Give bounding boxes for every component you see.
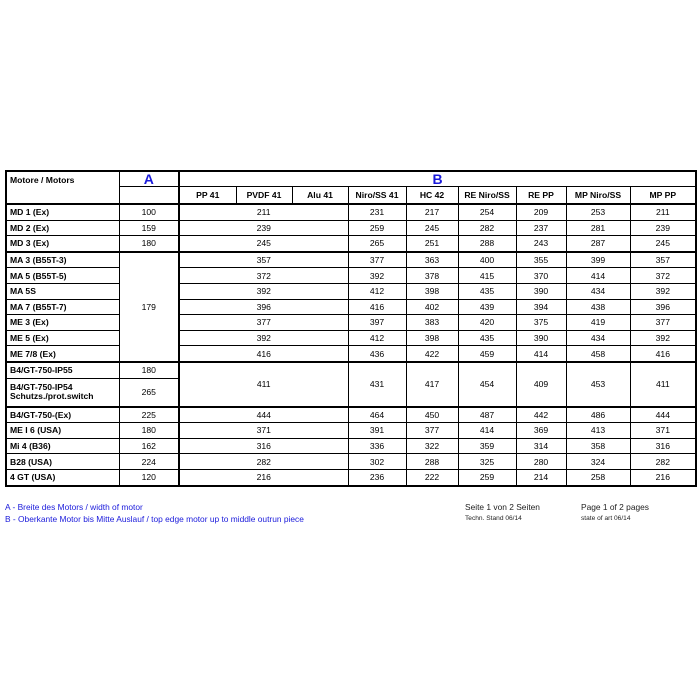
cell-re-pp: 314 xyxy=(516,438,566,454)
header-col-pvdf-41: PVDF 41 xyxy=(236,187,292,205)
cell-mp-niro-ss: 324 xyxy=(566,454,630,470)
table-row xyxy=(6,299,696,315)
cell-hc-42: 288 xyxy=(406,454,458,470)
cell-hc-42: 222 xyxy=(406,469,458,485)
cell-re-niro-ss: 400 xyxy=(458,252,516,268)
cell-re-pp: 390 xyxy=(516,283,566,299)
cell-mp-pp: 239 xyxy=(630,220,696,236)
cell-hc-42: 377 xyxy=(406,423,458,439)
cell-a: 120 xyxy=(119,469,179,485)
cell-re-niro-ss: 435 xyxy=(458,283,516,299)
cell-pp-pvdf-alu: 377 xyxy=(179,315,348,331)
cell-mp-niro-ss: 434 xyxy=(566,330,630,346)
cell-re-pp: 209 xyxy=(516,204,566,220)
cell-pp-pvdf-alu: 371 xyxy=(179,423,348,439)
cell-a: 162 xyxy=(119,438,179,454)
cell-re-niro-ss: 282 xyxy=(458,220,516,236)
table-row xyxy=(6,330,696,346)
cell-a: 224 xyxy=(119,454,179,470)
cell-mp-niro-ss: 399 xyxy=(566,252,630,268)
page-number-en: Page 1 of 2 pages xyxy=(581,502,649,512)
table-row xyxy=(6,423,696,439)
cell-mp-pp: 392 xyxy=(630,330,696,346)
row-label: B4/GT-750-IP55 xyxy=(6,362,119,378)
cell-niro-ss-41: 302 xyxy=(348,454,406,470)
row-label: Mi 4 (B36) xyxy=(6,438,119,454)
cell-mp-niro-ss: 486 xyxy=(566,407,630,423)
table-row xyxy=(6,346,696,362)
header-col-mp-pp: MP PP xyxy=(630,187,696,205)
row-label: MD 3 (Ex) xyxy=(6,236,119,252)
table-row xyxy=(6,407,696,423)
cell-niro-ss-41: 236 xyxy=(348,469,406,485)
cell-re-niro-ss: 459 xyxy=(458,346,516,362)
cell-re-niro-ss: 415 xyxy=(458,268,516,284)
table-row xyxy=(6,204,696,220)
cell-mp-pp: 392 xyxy=(630,283,696,299)
row-label: 4 GT (USA) xyxy=(6,469,119,485)
cell-re-pp: 214 xyxy=(516,469,566,485)
cell-pp-pvdf-alu: 245 xyxy=(179,236,348,252)
legend-b-key: B xyxy=(5,514,11,524)
row-label: B28 (USA) xyxy=(6,454,119,470)
cell-re-pp: 243 xyxy=(516,236,566,252)
cell-a: 225 xyxy=(119,407,179,423)
table-row xyxy=(6,252,696,268)
cell-hc-42: 245 xyxy=(406,220,458,236)
cell-re-niro-ss: 359 xyxy=(458,438,516,454)
cell-a: 180 xyxy=(119,236,179,252)
cell-mp-niro-ss: 414 xyxy=(566,268,630,284)
cell-hc-42: 398 xyxy=(406,283,458,299)
cell-mp-pp: 396 xyxy=(630,299,696,315)
cell-re-niro-ss: 325 xyxy=(458,454,516,470)
cell-mp-niro-ss: 358 xyxy=(566,438,630,454)
cell-niro-ss-41: 397 xyxy=(348,315,406,331)
header-col-alu-41: Alu 41 xyxy=(292,187,348,205)
cell-re-niro-ss: 439 xyxy=(458,299,516,315)
cell-pp-pvdf-alu: 216 xyxy=(179,469,348,485)
row-label: ME 7/8 (Ex) xyxy=(6,346,119,362)
table-row xyxy=(6,268,696,284)
cell-a: 180 xyxy=(119,423,179,439)
cell-re-pp: 355 xyxy=(516,252,566,268)
cell-niro-ss-41: 416 xyxy=(348,299,406,315)
cell-mp-niro-ss: 438 xyxy=(566,299,630,315)
cell-pp-pvdf-alu: 416 xyxy=(179,346,348,362)
cell-mp-pp: 216 xyxy=(630,469,696,485)
cell-pp-pvdf-alu: 211 xyxy=(179,204,348,220)
dimension-table-container xyxy=(5,170,695,487)
cell-niro-ss-41: 412 xyxy=(348,330,406,346)
legend-b xyxy=(5,514,304,524)
cell-re-pp: 369 xyxy=(516,423,566,439)
cell-re-pp: 442 xyxy=(516,407,566,423)
header-motors: Motore / Motors xyxy=(6,171,119,204)
cell-pp-pvdf-alu: 372 xyxy=(179,268,348,284)
header-col-pp-41: PP 41 xyxy=(179,187,236,205)
header-col-niro-ss-41: Niro/SS 41 xyxy=(348,187,406,205)
cell-mp-pp: 371 xyxy=(630,423,696,439)
legend-b-text: - Oberkante Motor bis Mitte Auslauf / top edge motor up to middle outrun piece xyxy=(10,514,304,524)
header-group-a: A xyxy=(119,171,179,187)
cell-re-pp: 414 xyxy=(516,346,566,362)
cell-niro-ss-41: 336 xyxy=(348,438,406,454)
cell-niro-ss-41-merged: 431 xyxy=(348,362,406,407)
cell-re-pp: 375 xyxy=(516,315,566,331)
cell-mp-niro-ss: 253 xyxy=(566,204,630,220)
row-label: ME 3 (Ex) xyxy=(6,315,119,331)
cell-re-niro-ss: 435 xyxy=(458,330,516,346)
cell-a: 180 xyxy=(119,362,179,378)
cell-mp-pp-merged: 411 xyxy=(630,362,696,407)
cell-hc-42: 398 xyxy=(406,330,458,346)
cell-hc-42: 450 xyxy=(406,407,458,423)
cell-re-niro-ss: 259 xyxy=(458,469,516,485)
header-col-mp-niro-ss: MP Niro/SS xyxy=(566,187,630,205)
header-col-re-pp: RE PP xyxy=(516,187,566,205)
cell-niro-ss-41: 377 xyxy=(348,252,406,268)
row-label: MA 7 (B55T-7) xyxy=(6,299,119,315)
cell-mp-niro-ss: 458 xyxy=(566,346,630,362)
header-a-blank xyxy=(119,187,179,205)
table-row xyxy=(6,438,696,454)
cell-re-niro-ss: 414 xyxy=(458,423,516,439)
cell-pp-pvdf-alu: 392 xyxy=(179,330,348,346)
cell-niro-ss-41: 412 xyxy=(348,283,406,299)
cell-re-pp: 390 xyxy=(516,330,566,346)
cell-pp-pvdf-alu: 396 xyxy=(179,299,348,315)
cell-pp-pvdf-alu: 316 xyxy=(179,438,348,454)
page-number-de: Seite 1 von 2 Seiten xyxy=(465,502,540,512)
cell-re-niro-ss: 254 xyxy=(458,204,516,220)
cell-mp-niro-ss: 287 xyxy=(566,236,630,252)
row-label: MD 2 (Ex) xyxy=(6,220,119,236)
table-row xyxy=(6,315,696,331)
table-row xyxy=(6,220,696,236)
row-label: B4/GT-750-IP54 Schutzs./prot.switch xyxy=(6,378,119,407)
cell-hc-42: 402 xyxy=(406,299,458,315)
row-label: MA 5 (B55T-5) xyxy=(6,268,119,284)
cell-niro-ss-41: 392 xyxy=(348,268,406,284)
cell-mp-pp: 357 xyxy=(630,252,696,268)
cell-re-pp: 237 xyxy=(516,220,566,236)
cell-mp-pp: 316 xyxy=(630,438,696,454)
motor-dimension-table xyxy=(5,170,697,487)
cell-mp-pp: 377 xyxy=(630,315,696,331)
cell-mp-niro-ss: 281 xyxy=(566,220,630,236)
table-row xyxy=(6,469,696,485)
cell-pp-pvdf-alu-merged: 411 xyxy=(179,362,348,407)
cell-niro-ss-41: 436 xyxy=(348,346,406,362)
cell-niro-ss-41: 391 xyxy=(348,423,406,439)
cell-hc-42-merged: 417 xyxy=(406,362,458,407)
cell-pp-pvdf-alu: 239 xyxy=(179,220,348,236)
header-col-hc-42: HC 42 xyxy=(406,187,458,205)
cell-re-niro-ss: 288 xyxy=(458,236,516,252)
cell-hc-42: 378 xyxy=(406,268,458,284)
row-label: ME I 6 (USA) xyxy=(6,423,119,439)
cell-hc-42: 422 xyxy=(406,346,458,362)
cell-hc-42: 383 xyxy=(406,315,458,331)
row-label: MA 5S xyxy=(6,283,119,299)
legend-a-text: - Breite des Motors / width of motor xyxy=(10,502,143,512)
cell-hc-42: 322 xyxy=(406,438,458,454)
tech-stand-en: state of art 06/14 xyxy=(581,515,631,522)
row-label: MA 3 (B55T-3) xyxy=(6,252,119,268)
table-row xyxy=(6,283,696,299)
table-row xyxy=(6,362,696,378)
cell-re-pp-merged: 409 xyxy=(516,362,566,407)
cell-hc-42: 217 xyxy=(406,204,458,220)
cell-mp-pp: 372 xyxy=(630,268,696,284)
tech-stand-de: Techn. Stand 06/14 xyxy=(465,515,522,522)
cell-a: 265 xyxy=(119,378,179,407)
cell-re-niro-ss-merged: 454 xyxy=(458,362,516,407)
cell-re-pp: 394 xyxy=(516,299,566,315)
cell-re-pp: 280 xyxy=(516,454,566,470)
legend-a-key: A xyxy=(5,502,11,512)
cell-mp-niro-ss: 434 xyxy=(566,283,630,299)
cell-a: 159 xyxy=(119,220,179,236)
cell-pp-pvdf-alu: 392 xyxy=(179,283,348,299)
cell-mp-niro-ss-merged: 453 xyxy=(566,362,630,407)
header-group-b: B xyxy=(179,171,696,187)
legend-a xyxy=(5,502,143,512)
table-row xyxy=(6,454,696,470)
row-label: ME 5 (Ex) xyxy=(6,330,119,346)
cell-niro-ss-41: 231 xyxy=(348,204,406,220)
cell-mp-pp: 282 xyxy=(630,454,696,470)
header-col-re-niro-ss: RE Niro/SS xyxy=(458,187,516,205)
cell-niro-ss-41: 464 xyxy=(348,407,406,423)
cell-hc-42: 251 xyxy=(406,236,458,252)
cell-mp-niro-ss: 413 xyxy=(566,423,630,439)
cell-a: 100 xyxy=(119,204,179,220)
cell-mp-pp: 444 xyxy=(630,407,696,423)
cell-mp-niro-ss: 258 xyxy=(566,469,630,485)
cell-re-niro-ss: 487 xyxy=(458,407,516,423)
cell-re-niro-ss: 420 xyxy=(458,315,516,331)
cell-re-pp: 370 xyxy=(516,268,566,284)
cell-mp-pp: 211 xyxy=(630,204,696,220)
cell-a-merged: 179 xyxy=(119,252,179,362)
cell-niro-ss-41: 265 xyxy=(348,236,406,252)
row-label: B4/GT-750-(Ex) xyxy=(6,407,119,423)
cell-mp-pp: 416 xyxy=(630,346,696,362)
cell-pp-pvdf-alu: 357 xyxy=(179,252,348,268)
cell-hc-42: 363 xyxy=(406,252,458,268)
cell-mp-pp: 245 xyxy=(630,236,696,252)
row-label: MD 1 (Ex) xyxy=(6,204,119,220)
cell-niro-ss-41: 259 xyxy=(348,220,406,236)
cell-pp-pvdf-alu: 444 xyxy=(179,407,348,423)
table-row xyxy=(6,236,696,252)
cell-mp-niro-ss: 419 xyxy=(566,315,630,331)
cell-pp-pvdf-alu: 282 xyxy=(179,454,348,470)
